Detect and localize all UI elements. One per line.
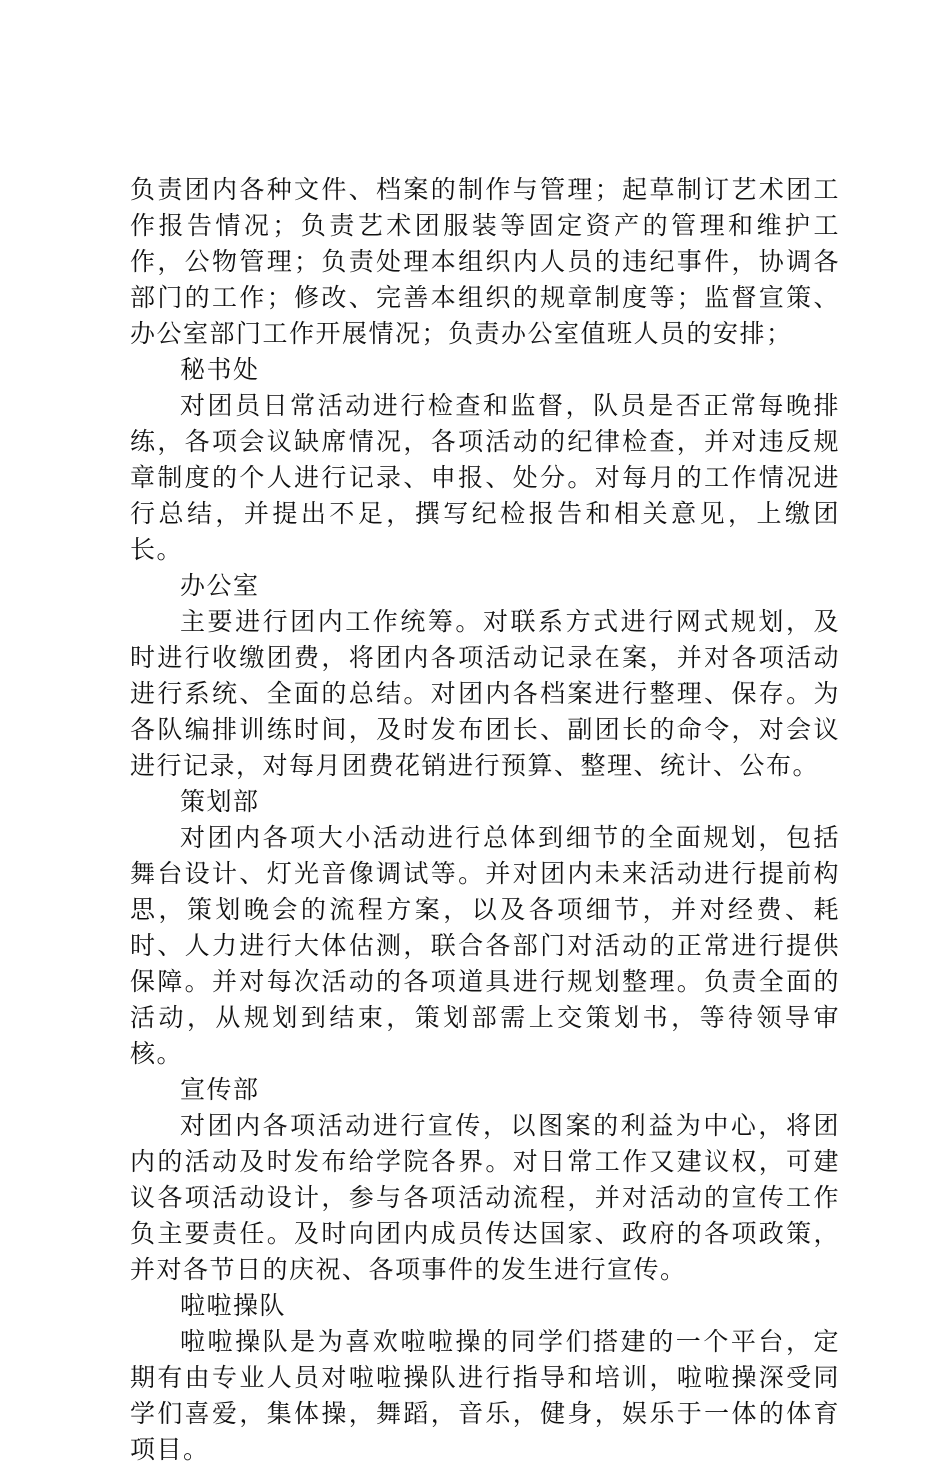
section-heading-office: 办公室 (180, 571, 260, 600)
section-heading-secretariat: 秘书处 (180, 355, 260, 384)
section-heading-cheerleading: 啦啦操队 (180, 1291, 287, 1320)
section-body-planning: 对团内各项大小活动进行总体到细节的全面规划，包括舞台设计、灯光音像调试等。并对团内未来活动进行提前构思，策划晚会的流程方案，以及各项细节，并对经费、耗时、人力进行大体估测，联合各部门对活动的正常进行提供保障。并对每次活动的各项道具进行规划整理。负责全面的活动，从规划到结束，策划部需上交策划书，等待领导审核。 (130, 823, 840, 1068)
section-body-secretariat: 对团员日常活动进行检查和监督，队员是否正常每晚排练，各项会议缺席情况，各项活动的纪律检查，并对违反规章制度的个人进行记录、申报、处分。对每月的工作情况进行总结，并提出不足，撰写纪检报告和相关意见，上缴团长。 (130, 391, 840, 564)
section-body-office: 主要进行团内工作统筹。对联系方式进行网式规划，及时进行收缴团费，将团内各项活动记录在案，并对各项活动进行系统、全面的总结。对团内各档案进行整理、保存。为各队编排训练时间，及时发布团长、副团长的命令，对会议进行记录，对每月团费花销进行预算、整理、统计、公布。 (130, 607, 840, 780)
section-body-cheerleading: 啦啦操队是为喜欢啦啦操的同学们搭建的一个平台，定期有由专业人员对啦啦操队进行指导和培训，啦啦操深受同学们喜爱，集体操，舞蹈，音乐，健身，娱乐于一体的体育项目。 (130, 1327, 840, 1464)
section-heading-planning: 策划部 (180, 787, 260, 816)
section-body-publicity: 对团内各项活动进行宣传，以图案的利益为中心，将团内的活动及时发布给学院各界。对日常工作又建议权，可建议各项活动设计，参与各项活动流程，并对活动的宣传工作负主要责任。及时向团内成员传达国家、政府的各项政策，并对各节日的庆祝、各项事件的发生进行宣传。 (130, 1111, 840, 1284)
section-heading-publicity: 宣传部 (180, 1075, 260, 1104)
intro-paragraph: 负责团内各种文件、档案的制作与管理；起草制订艺术团工作报告情况；负责艺术团服装等固定资产的管理和维护工作，公物管理；负责处理本组织内人员的违纪事件，协调各部门的工作；修改、完善本组织的规章制度等；监督宣策、办公室部门工作开展情况；负责办公室值班人员的安排； (130, 175, 840, 348)
